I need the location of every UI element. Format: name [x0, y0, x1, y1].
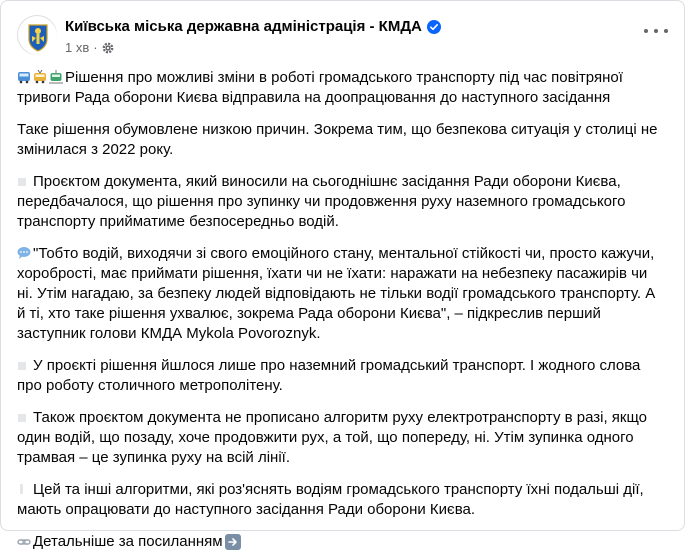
meta-separator: · — [93, 40, 98, 55]
paragraph-text: "Тобто водій, виходячи зі свого емоційного стану, ментальної стійкості чи, просто кажучи, хоробрості, має приймати рішення, їхати чи не їхати: наражати на небезпеку пасажирів чи ні. Утім нагадаю, за безпеку людей відповідають не тільки водії громадського транспорту. А й ті, хто таке рішення ухвалює, зокрема Рада оборони Києва", – підкреслив перший заступник голови КМДА Mykola Povoroznyk. — [17, 245, 656, 342]
post-meta — [65, 40, 114, 55]
details-link-line — [17, 532, 667, 552]
paragraph-text: Цей та інші алгоритми, які роз'яснять водіям громадського транспорту їхні подальші дії, мають опрацювати до наступного засідання Ради оборони Києва. — [17, 481, 644, 518]
post-paragraph-4 — [17, 244, 667, 344]
page-avatar[interactable] — [17, 15, 57, 55]
post-paragraph-6 — [17, 408, 667, 468]
trolleybus-emoji-icon — [33, 70, 47, 84]
post-header — [17, 13, 668, 57]
paragraph-text: Таке рішення обумовлене низкою причин. Зокрема тим, що безпекова ситуація у столиці не змінилася з 2022 року. — [17, 121, 658, 158]
bus-emoji-icon — [17, 70, 31, 84]
post-paragraph-1 — [17, 68, 667, 108]
details-link[interactable]: Детальніше за посиланням — [33, 533, 223, 550]
post-timestamp[interactable]: 1 хв — [65, 40, 90, 55]
paragraph-text: Рішення про можливі зміни в роботі громадського транспорту під час повітряної тривоги Рада оборони Києва відправила на доопрацювання до наступного засідання — [17, 69, 623, 106]
paragraph-text: У проєкті рішення йшлося лише про наземний громадський транспорт. І жодного слова про роботу столичного метрополітену. — [17, 357, 641, 394]
post-body — [17, 68, 667, 552]
link-emoji-icon — [17, 535, 31, 549]
paragraph-text: Проєктом документа, який виносили на сьогоднішнє засідання Ради оборони Києва, передбачалося, що рішення про зупинку чи продовження руху наземного громадського транспорту прийматиме безпосередньо водій. — [17, 173, 626, 230]
post-paragraph-5 — [17, 356, 667, 396]
bullet-emoji-icon — [17, 409, 27, 421]
tram-emoji-icon — [49, 70, 63, 84]
bullet-emoji-icon — [17, 481, 27, 493]
bullet-emoji-icon — [17, 173, 27, 185]
bullet-emoji-icon — [17, 357, 27, 369]
more-dots-icon[interactable] — [644, 23, 668, 39]
gear-icon[interactable] — [102, 42, 114, 54]
speech-balloon-emoji-icon — [17, 246, 31, 260]
post-paragraph-2 — [17, 120, 667, 160]
paragraph-text: Також проєктом документа не прописано алгоритм руху електротранспорту в разі, якщо один водій, що позаду, хоче продовжити рух, а той, що попереду, ні. Утім зупинка одного трамвая – це зупинка руху на всій лінії. — [17, 409, 648, 466]
post-paragraph-7 — [17, 480, 667, 520]
arrow-emoji-icon — [225, 534, 241, 550]
verified-badge-icon — [427, 20, 441, 34]
post-paragraph-3 — [17, 172, 667, 232]
page-name[interactable]: Київська міська державна адміністрація - КМДА — [65, 18, 422, 35]
page-name-link[interactable] — [65, 18, 441, 35]
